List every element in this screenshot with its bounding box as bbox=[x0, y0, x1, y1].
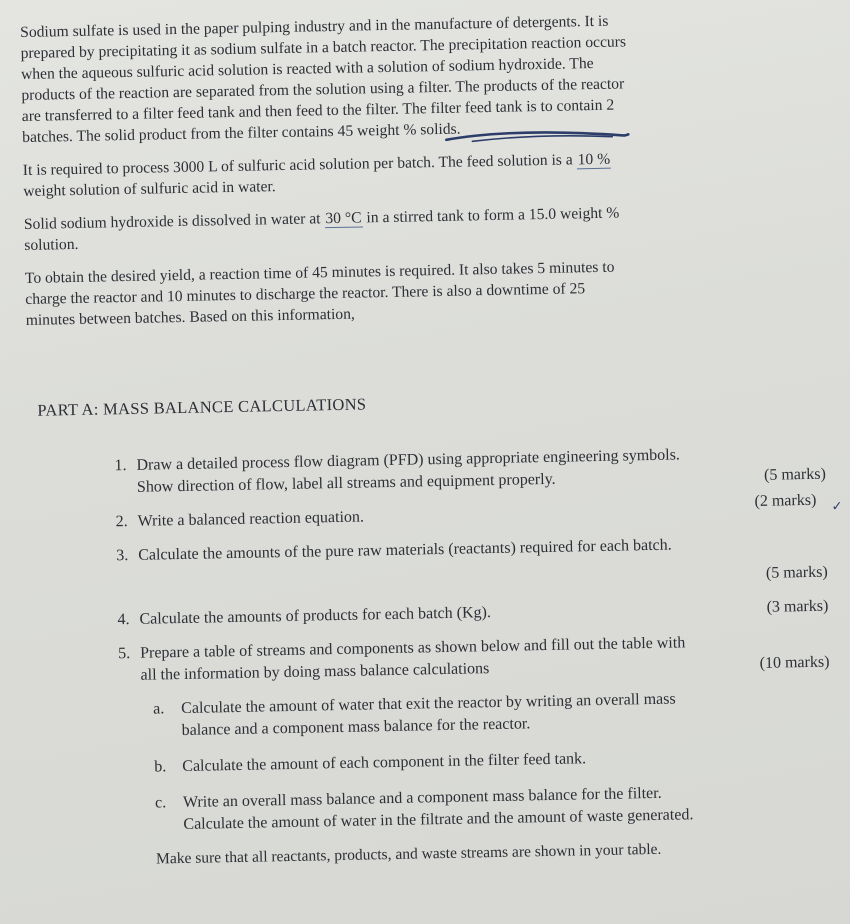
pen-underline-mark bbox=[442, 127, 632, 147]
underlined-value: 30 °C bbox=[325, 209, 362, 228]
question-number: 3. bbox=[116, 547, 129, 565]
question-text-content: Show direction of flow, label all streams and equipment properly. bbox=[136, 470, 556, 496]
question-text: all the information by doing mass balance calculations bbox=[140, 660, 490, 684]
sub-question-letter: b. bbox=[154, 758, 167, 776]
table-instruction-note: Make sure that all reactants, products, and waste streams are shown in your table. bbox=[155, 840, 662, 868]
text-line: minutes between batches. Based on this information, bbox=[25, 305, 355, 329]
marks-label: (5 marks) bbox=[765, 563, 828, 582]
section-heading: PART A: MASS BALANCE CALCULATIONS bbox=[37, 394, 367, 420]
text-line: weight solution of sulfuric acid in water. bbox=[23, 178, 276, 200]
question-item bbox=[31, 595, 846, 633]
sub-question-item bbox=[35, 779, 850, 839]
checkmark-icon: ✓ bbox=[831, 498, 843, 514]
question-number: 4. bbox=[117, 611, 130, 629]
marks-label: (5 marks) bbox=[763, 465, 826, 484]
sub-question-text: Calculate the amount of water that exit the reactor by writing an overall mass bbox=[181, 690, 676, 718]
sub-question-letter: a. bbox=[153, 700, 165, 718]
sub-question-item bbox=[33, 685, 849, 745]
question-text: Calculate the amounts of the pure raw materials (reactants) required for each batch. bbox=[138, 536, 672, 564]
question-item bbox=[32, 629, 848, 689]
text-line: when the aqueous sulfuric acid solution is reacted with a solution of sodium hydroxide. The bbox=[20, 54, 594, 83]
text-line-content: batches. The solid product from the filter contains 45 weight % solids. bbox=[22, 120, 461, 146]
document-sheet bbox=[20, 6, 850, 870]
text-line: are transferred to a filter feed tank and then feed to the filter. The filter feed tank is to contain 2 bbox=[21, 96, 615, 125]
sub-question-item bbox=[34, 743, 849, 781]
question-number: 1. bbox=[114, 457, 127, 475]
question-item bbox=[30, 531, 845, 582]
text-line: charge the reactor and 10 minutes to discharge the reactor. There is also a downtime of 25 bbox=[25, 280, 586, 308]
text-line: To obtain the desired yield, a reaction time of 45 minutes is required. It also takes 5 minutes to bbox=[24, 258, 615, 287]
intro-paragraph-3 bbox=[24, 198, 840, 256]
sub-question-text: balance and a component mass balance for the reactor. bbox=[181, 715, 531, 740]
question-text: Prepare a table of streams and components as shown below and fill out the table with bbox=[139, 634, 686, 662]
intro-paragraph-4 bbox=[25, 252, 841, 331]
text-segment: It is required to process 3000 L of sulfuric acid solution per batch. The feed solution is a bbox=[22, 151, 577, 179]
text-line: products of the reaction are separated from the solution using a filter. The products of the reactor bbox=[21, 75, 625, 104]
question-item bbox=[28, 441, 844, 501]
marks-label: (2 marks) bbox=[754, 491, 817, 510]
sub-question-text: Calculate the amount of each component in the filter feed tank. bbox=[182, 750, 587, 776]
text-line: prepared by precipitating it as sodium sulfate in a batch reactor. The precipitation reaction occurs bbox=[20, 33, 627, 62]
question-number: 2. bbox=[115, 513, 128, 531]
intro-paragraph-1 bbox=[20, 6, 837, 148]
intro-paragraph-2 bbox=[23, 144, 839, 202]
sub-question-text: Write an overall mass balance and a component mass balance for the filter. bbox=[182, 784, 662, 812]
question-text: Draw a detailed process flow diagram (PFD) using appropriate engineering symbols. bbox=[136, 446, 681, 474]
marks-label: (3 marks) bbox=[766, 597, 829, 616]
text-line: solution. bbox=[24, 235, 79, 254]
text-line: Sodium sulfate is used in the paper pulping industry and in the manufacture of detergents. It is bbox=[20, 12, 609, 41]
question-text: Write a balanced reaction equation. bbox=[137, 508, 365, 530]
question-number: 5. bbox=[117, 645, 131, 663]
sub-question-letter: c. bbox=[154, 794, 167, 812]
marks-label: (10 marks) bbox=[759, 653, 830, 672]
text-segment: in a stirred tank to form a 15.0 weight % bbox=[362, 204, 620, 227]
underlined-value: 10 % bbox=[577, 150, 611, 169]
question-list bbox=[28, 441, 847, 689]
text-segment: Solid sodium hydroxide is dissolved in water at bbox=[23, 210, 325, 233]
sub-question-text: Calculate the amount of water in the filtrate and the amount of waste generated. bbox=[183, 806, 694, 834]
question-text: Calculate the amounts of products for each batch (Kg). bbox=[139, 604, 492, 628]
question-item bbox=[29, 491, 844, 535]
